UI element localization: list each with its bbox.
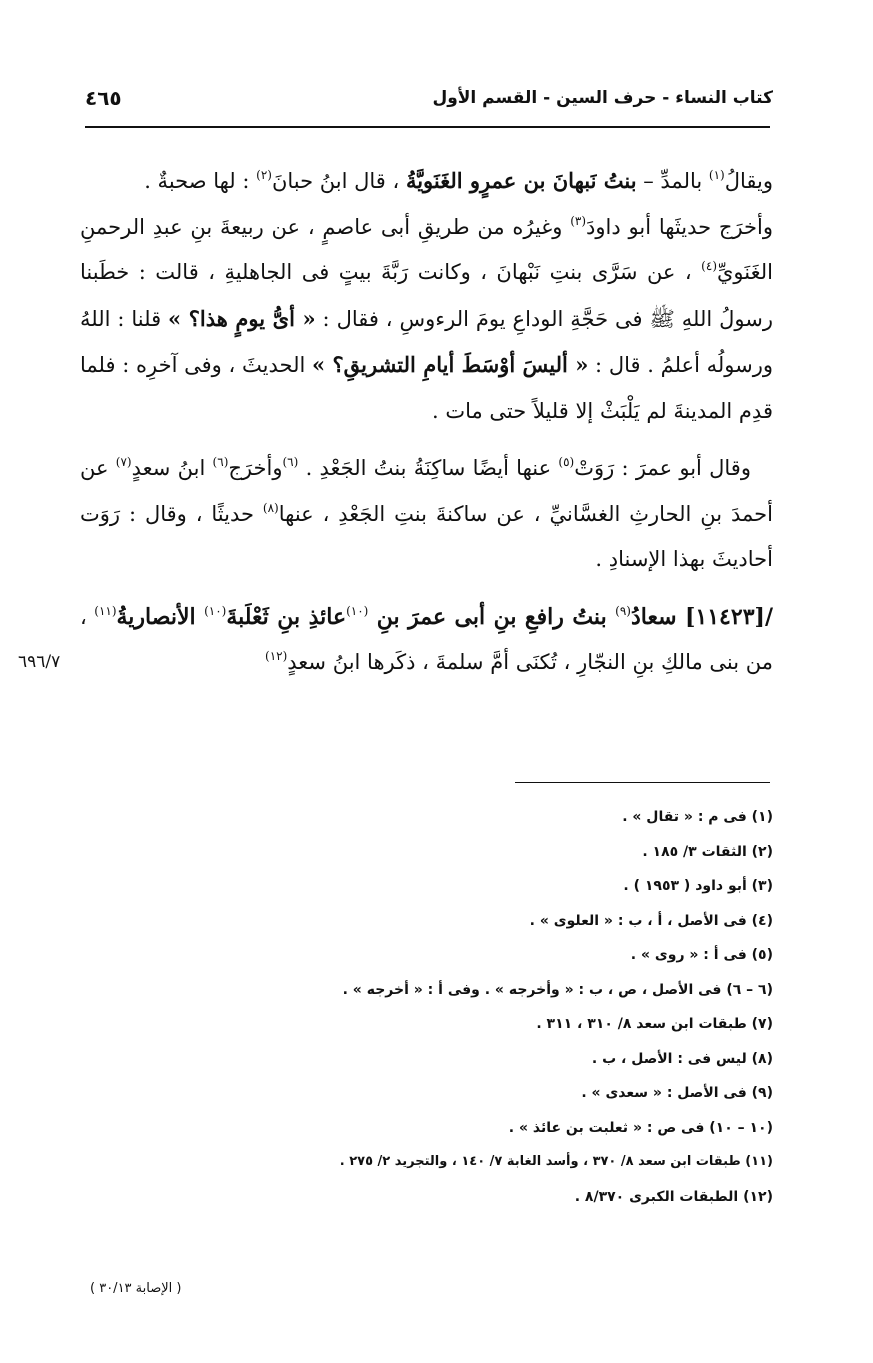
footnote: (٩) فى الأصل : « سعدى » . bbox=[581, 1085, 773, 1101]
footnote: (١١) طبقات ابن سعد ٨/ ٣٧٠ ، وأسد الغابة ٧/ ١٤٠ ، والتجريد ٢/ ٢٧٥ . bbox=[339, 1154, 773, 1169]
footnote: (٤) فى الأصل ، أ ، ب : « العلوى » . bbox=[529, 912, 773, 929]
footnote: (٦ – ٦) فى الأصل ، ص ، ب : « وأخرجه » . وفى أ : « أخرجه » . bbox=[342, 981, 773, 998]
text-run: وقال أبو عمرَ : رَوَتْ bbox=[574, 456, 751, 480]
footnote: (٣) أبو داود ( ١٩٥٣ ) . bbox=[623, 878, 773, 894]
entry-name: بنتُ نَبهانَ بن عمرٍو الغَنَويَّةُ bbox=[405, 168, 637, 193]
footnote-ref: (١) bbox=[708, 168, 725, 182]
text-run: : لها صحبةٌ . bbox=[144, 169, 257, 193]
page-number: ٤٦٥ bbox=[85, 86, 122, 110]
text-run: ، من بنى مالكِ بنِ النجّارِ ، تُكنَى أمَّ سلمةَ ، ذكَرها ابنُ سعدٍ bbox=[80, 604, 773, 674]
footnote-rule bbox=[515, 782, 770, 783]
footnote: (١) فى م : « تقال » . bbox=[622, 809, 773, 825]
text-run: وأخرَج حديثَها أبو داودَ bbox=[586, 214, 773, 239]
entry-number: [١١٤٢٣] bbox=[685, 603, 765, 630]
footnote-ref: (٥) bbox=[558, 455, 575, 469]
entry-slash: / bbox=[764, 603, 773, 630]
footnote-ref: (٦) bbox=[212, 455, 229, 469]
footnotes bbox=[170, 800, 773, 1214]
footnote-ref: (٢) bbox=[256, 168, 272, 182]
source-reference: ( الإصابة ٣٠/١٣ ) bbox=[90, 1281, 182, 1296]
entry-name: بنتُ رافعِ بنِ أبى عمرَ بنِ bbox=[368, 603, 616, 630]
paragraph-2 bbox=[80, 446, 773, 583]
text-run: ويقالُ bbox=[724, 169, 773, 193]
footnote-ref: (٨) bbox=[262, 500, 279, 515]
footnote: (١٢) الطبقات الكبرى ٨/٣٧٠ . bbox=[574, 1188, 773, 1205]
footnote: (٥) فى أ : « روى » . bbox=[630, 947, 773, 963]
text-run: ، عن سَرَّى بنتِ نَبْهانَ ، وكانت رَبَّةَ بيتٍ فى الجاهليةِ ، قالت : خطَبنا رسولُ اللهِ ﷺ فى حَجَّةِ الوداعِ يومَ الرءوسِ ، فقال : bbox=[80, 260, 773, 331]
text-run: حديثًا ، وقال : رَوَت أحاديثَ بهذا الإسنادِ . bbox=[80, 501, 773, 571]
footnote-ref: (١٠) bbox=[346, 603, 369, 618]
footnote-ref: (٩) bbox=[615, 603, 631, 618]
marginal-reference: ٦٩٦/٧ bbox=[18, 652, 61, 672]
text-run: ، قال ابنُ حبانَ bbox=[271, 169, 406, 193]
header-title: كتاب النساء - حرف السين - القسم الأول bbox=[432, 88, 773, 108]
footnote-ref: (٧) bbox=[115, 455, 132, 469]
entry-11423 bbox=[80, 595, 773, 686]
footnote-ref: (٦) bbox=[282, 455, 299, 469]
footnote-ref: (٣) bbox=[570, 213, 587, 228]
footnote-ref: (٤) bbox=[701, 259, 717, 273]
footnote-ref: (١١) bbox=[94, 603, 117, 618]
entry-name: سعادُ bbox=[630, 603, 685, 630]
entry-name: الأنصاريةُ bbox=[116, 603, 205, 630]
text-run: قلنا : اللهُ ورسولُه أعلمُ . قال : bbox=[80, 306, 773, 377]
text-run: الحديثَ ، وفى آخرِه : فلما قدِم المدينةَ لم يَلْبَثْ إلا قليلاً حتى مات . bbox=[80, 353, 773, 423]
text-run: عن أحمدَ بنِ الحارثِ الغسَّانيِّ ، عن ساكنةَ بنتِ الجَعْدِ ، عنها bbox=[80, 456, 773, 526]
text-run: عنها أيضًا ساكِنَةُ بنتُ الجَعْدِ . bbox=[298, 456, 559, 480]
text-run: وأخرَج bbox=[228, 456, 283, 480]
footnote-ref: (١٠) bbox=[204, 603, 227, 618]
quote: « أليسَ أوْسَطَ أيامِ التشريقِ؟ » bbox=[312, 352, 589, 377]
footnote: (١٠ – ١٠) فى ص : « ثعلبت بن عائذ » . bbox=[508, 1119, 773, 1136]
paragraph-1 bbox=[80, 158, 773, 434]
footnote: (٢) الثقات ٣/ ١٨٥ . bbox=[642, 843, 773, 860]
text-run: بالمدِّ – bbox=[636, 169, 709, 193]
quote: « أىُّ يومٍ هذا؟ » bbox=[168, 305, 316, 331]
text-run: ابنُ سعدٍ bbox=[131, 456, 213, 480]
header-rule bbox=[85, 126, 770, 128]
main-text bbox=[80, 158, 773, 686]
footnote: (٧) طبقات ابن سعد ٨/ ٣١٠ ، ٣١١ . bbox=[536, 1016, 773, 1032]
footnote: (٨) ليس فى : الأصل ، ب . bbox=[591, 1050, 773, 1067]
text-run: وغيرُه من طريقِ أبى عاصمٍ ، عن ربيعةَ بنِ عبدِ الرحمنِ الغَنَويِّ bbox=[80, 214, 773, 284]
entry-name: عائذِ بنِ ثَعْلَبةَ bbox=[226, 603, 347, 630]
footnote-ref: (١٢) bbox=[265, 649, 288, 663]
running-header bbox=[85, 88, 773, 118]
